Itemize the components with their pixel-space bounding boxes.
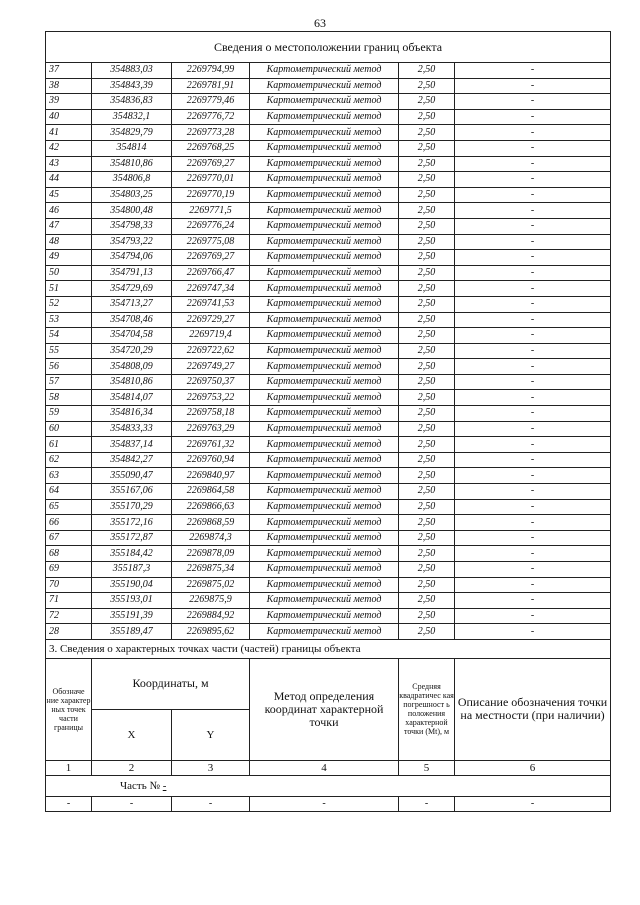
- accuracy-cell: 2,50: [399, 593, 455, 609]
- coord-y: 2269771,5: [172, 203, 250, 219]
- description-cell: -: [455, 593, 611, 609]
- accuracy-cell: 2,50: [399, 234, 455, 250]
- coord-y: 2269868,59: [172, 515, 250, 531]
- accuracy-cell: 2,50: [399, 328, 455, 344]
- method-cell: Картометрический метод: [250, 468, 399, 484]
- table-row: [46, 484, 611, 500]
- empty-cell: -: [172, 796, 250, 811]
- table-row: [46, 577, 611, 593]
- method-cell: Картометрический метод: [250, 546, 399, 562]
- table-row: [46, 203, 611, 219]
- coord-x: 354883,03: [92, 63, 172, 79]
- method-cell: Картометрический метод: [250, 78, 399, 94]
- method-cell: Картометрический метод: [250, 140, 399, 156]
- table-row: [46, 94, 611, 110]
- point-number: 56: [46, 359, 92, 375]
- point-number: 57: [46, 374, 92, 390]
- table-row: [46, 250, 611, 266]
- coord-y: 2269747,34: [172, 281, 250, 297]
- method-cell: Картометрический метод: [250, 593, 399, 609]
- description-cell: -: [455, 125, 611, 141]
- col-number: 5: [399, 760, 455, 775]
- point-number: 71: [46, 593, 92, 609]
- method-cell: Картометрический метод: [250, 421, 399, 437]
- point-number: 62: [46, 452, 92, 468]
- description-cell: -: [455, 359, 611, 375]
- description-cell: -: [455, 281, 611, 297]
- description-cell: -: [455, 109, 611, 125]
- accuracy-cell: 2,50: [399, 515, 455, 531]
- table-row: [46, 406, 611, 422]
- coord-x: 355187,3: [92, 562, 172, 578]
- coord-x: 354814: [92, 140, 172, 156]
- coord-x: 354729,69: [92, 281, 172, 297]
- method-cell: Картометрический метод: [250, 577, 399, 593]
- description-cell: -: [455, 515, 611, 531]
- page-number: 63: [314, 16, 326, 30]
- description-cell: -: [455, 63, 611, 79]
- coord-y: 2269779,46: [172, 94, 250, 110]
- description-cell: -: [455, 172, 611, 188]
- col-number: 4: [250, 760, 399, 775]
- description-cell: -: [455, 530, 611, 546]
- coord-y: 2269874,3: [172, 530, 250, 546]
- coord-y: 2269719,4: [172, 328, 250, 344]
- accuracy-cell: 2,50: [399, 156, 455, 172]
- description-cell: -: [455, 156, 611, 172]
- coord-x: 354833,33: [92, 421, 172, 437]
- accuracy-cell: 2,50: [399, 390, 455, 406]
- method-cell: Картометрический метод: [250, 343, 399, 359]
- coord-x: 354843,39: [92, 78, 172, 94]
- accuracy-cell: 2,50: [399, 499, 455, 515]
- empty-cell: -: [92, 796, 172, 811]
- point-number: 38: [46, 78, 92, 94]
- point-number: 28: [46, 624, 92, 640]
- method-cell: Картометрический метод: [250, 281, 399, 297]
- point-number: 40: [46, 109, 92, 125]
- method-cell: Картометрический метод: [250, 312, 399, 328]
- description-cell: -: [455, 562, 611, 578]
- coord-y: 2269781,91: [172, 78, 250, 94]
- description-cell: -: [455, 406, 611, 422]
- col-x-header: X: [92, 709, 172, 760]
- table-row: [46, 140, 611, 156]
- description-cell: -: [455, 265, 611, 281]
- method-cell: Картометрический метод: [250, 296, 399, 312]
- coord-y: 2269794,99: [172, 63, 250, 79]
- coord-y: 2269761,32: [172, 437, 250, 453]
- method-cell: Картометрический метод: [250, 328, 399, 344]
- description-cell: -: [455, 296, 611, 312]
- coord-y: 2269729,27: [172, 312, 250, 328]
- accuracy-cell: 2,50: [399, 218, 455, 234]
- col-y-header: Y: [172, 709, 250, 760]
- coord-x: 355193,01: [92, 593, 172, 609]
- coord-y: 2269773,28: [172, 125, 250, 141]
- accuracy-cell: 2,50: [399, 421, 455, 437]
- coord-y: 2269750,37: [172, 374, 250, 390]
- part-label: Часть №: [120, 779, 160, 792]
- coord-x: 354798,33: [92, 218, 172, 234]
- point-number: 47: [46, 218, 92, 234]
- accuracy-cell: 2,50: [399, 265, 455, 281]
- table-row: [46, 172, 611, 188]
- table-row: [46, 593, 611, 609]
- description-cell: -: [455, 187, 611, 203]
- description-cell: -: [455, 234, 611, 250]
- coord-x: 354720,29: [92, 343, 172, 359]
- points-table-body: [46, 63, 611, 640]
- boundary-table: [45, 31, 611, 640]
- empty-cell: -: [46, 796, 92, 811]
- coord-y: 2269878,09: [172, 546, 250, 562]
- coord-x: 354814,07: [92, 390, 172, 406]
- method-cell: Картометрический метод: [250, 94, 399, 110]
- table-row: [46, 499, 611, 515]
- col-number: 1: [46, 760, 92, 775]
- accuracy-cell: 2,50: [399, 452, 455, 468]
- empty-cell: -: [399, 796, 455, 811]
- col-method-header: Метод определения координат характерной точки: [250, 658, 399, 760]
- table-row: [46, 421, 611, 437]
- description-cell: -: [455, 250, 611, 266]
- table-row: [46, 296, 611, 312]
- table-row: [46, 281, 611, 297]
- method-cell: Картометрический метод: [250, 250, 399, 266]
- point-number: 67: [46, 530, 92, 546]
- coord-y: 2269741,53: [172, 296, 250, 312]
- accuracy-cell: 2,50: [399, 203, 455, 219]
- point-number: 69: [46, 562, 92, 578]
- accuracy-cell: 2,50: [399, 109, 455, 125]
- method-cell: Картометрический метод: [250, 608, 399, 624]
- description-cell: -: [455, 218, 611, 234]
- accuracy-cell: 2,50: [399, 624, 455, 640]
- coord-x: 355190,04: [92, 577, 172, 593]
- method-cell: Картометрический метод: [250, 359, 399, 375]
- accuracy-cell: 2,50: [399, 172, 455, 188]
- coord-x: 355172,87: [92, 530, 172, 546]
- coord-x: 354791,13: [92, 265, 172, 281]
- table-row: [46, 562, 611, 578]
- accuracy-cell: 2,50: [399, 125, 455, 141]
- method-cell: Картометрический метод: [250, 437, 399, 453]
- table-row: [46, 359, 611, 375]
- col-number: 6: [455, 760, 611, 775]
- method-cell: Картометрический метод: [250, 172, 399, 188]
- part-value: -: [162, 779, 167, 792]
- coord-x: 355167,06: [92, 484, 172, 500]
- point-number: 49: [46, 250, 92, 266]
- coord-x: 355191,39: [92, 608, 172, 624]
- coord-x: 354800,48: [92, 203, 172, 219]
- point-number: 54: [46, 328, 92, 344]
- description-cell: -: [455, 546, 611, 562]
- accuracy-cell: 2,50: [399, 343, 455, 359]
- accuracy-cell: 2,50: [399, 296, 455, 312]
- description-cell: -: [455, 343, 611, 359]
- coord-x: 354708,46: [92, 312, 172, 328]
- method-cell: Картометрический метод: [250, 406, 399, 422]
- coord-y: 2269864,58: [172, 484, 250, 500]
- coord-y: 2269776,24: [172, 218, 250, 234]
- description-cell: -: [455, 374, 611, 390]
- table-row: [46, 312, 611, 328]
- coord-y: 2269875,9: [172, 593, 250, 609]
- coord-y: 2269770,01: [172, 172, 250, 188]
- table-row: [46, 234, 611, 250]
- table-row: [46, 515, 611, 531]
- coord-y: 2269766,47: [172, 265, 250, 281]
- table-row: [46, 468, 611, 484]
- coord-x: 355170,29: [92, 499, 172, 515]
- coord-x: 354808,09: [92, 359, 172, 375]
- description-cell: -: [455, 328, 611, 344]
- description-cell: -: [455, 624, 611, 640]
- table-row: [46, 109, 611, 125]
- table-row: [46, 437, 611, 453]
- coord-y: 2269875,34: [172, 562, 250, 578]
- table-row: [46, 452, 611, 468]
- coord-y: 2269770,19: [172, 187, 250, 203]
- accuracy-cell: 2,50: [399, 468, 455, 484]
- method-cell: Картометрический метод: [250, 109, 399, 125]
- coord-x: 355184,42: [92, 546, 172, 562]
- point-number: 52: [46, 296, 92, 312]
- method-cell: Картометрический метод: [250, 562, 399, 578]
- coord-y: 2269722,62: [172, 343, 250, 359]
- col-designation-header: Обозначе ние характер ных точек части границы: [46, 658, 92, 760]
- description-cell: -: [455, 452, 611, 468]
- table-row: [46, 546, 611, 562]
- coord-y: 2269749,27: [172, 359, 250, 375]
- description-cell: -: [455, 94, 611, 110]
- table-row: [46, 530, 611, 546]
- coord-y: 2269769,27: [172, 250, 250, 266]
- coord-y: 2269875,02: [172, 577, 250, 593]
- description-cell: -: [455, 140, 611, 156]
- coord-y: 2269763,29: [172, 421, 250, 437]
- point-number: 70: [46, 577, 92, 593]
- description-cell: -: [455, 78, 611, 94]
- point-number: 68: [46, 546, 92, 562]
- coord-x: 354842,27: [92, 452, 172, 468]
- coord-y: 2269884,92: [172, 608, 250, 624]
- section3-title: 3. Сведения о характерных точках части (частей) границы объекта: [46, 640, 611, 659]
- coord-y: 2269775,08: [172, 234, 250, 250]
- empty-cell: -: [250, 796, 399, 811]
- method-cell: Картометрический метод: [250, 515, 399, 531]
- accuracy-cell: 2,50: [399, 374, 455, 390]
- point-number: 50: [46, 265, 92, 281]
- accuracy-cell: 2,50: [399, 437, 455, 453]
- point-number: 55: [46, 343, 92, 359]
- boundary-sheet: [45, 31, 610, 812]
- col-accuracy-header: Средняя квадратичес кая погрешност ь положения характерной точки (Мt), м: [399, 658, 455, 760]
- coord-x: 354803,25: [92, 187, 172, 203]
- coord-y: 2269768,25: [172, 140, 250, 156]
- coord-x: 354793,22: [92, 234, 172, 250]
- coord-x: 354829,79: [92, 125, 172, 141]
- coord-x: 354810,86: [92, 156, 172, 172]
- method-cell: Картометрический метод: [250, 499, 399, 515]
- section-title: Сведения о местоположении границ объекта: [46, 32, 611, 63]
- method-cell: Картометрический метод: [250, 374, 399, 390]
- coord-y: 2269760,94: [172, 452, 250, 468]
- description-cell: -: [455, 390, 611, 406]
- part-row: [46, 775, 611, 796]
- coord-x: 354806,8: [92, 172, 172, 188]
- point-number: 42: [46, 140, 92, 156]
- method-cell: Картометрический метод: [250, 390, 399, 406]
- point-number: 66: [46, 515, 92, 531]
- description-cell: -: [455, 608, 611, 624]
- description-cell: -: [455, 468, 611, 484]
- table-row: [46, 218, 611, 234]
- point-number: 60: [46, 421, 92, 437]
- description-cell: -: [455, 484, 611, 500]
- accuracy-cell: 2,50: [399, 63, 455, 79]
- method-cell: Картометрический метод: [250, 125, 399, 141]
- point-number: 45: [46, 187, 92, 203]
- coord-y: 2269758,18: [172, 406, 250, 422]
- table-row: [46, 78, 611, 94]
- table-row: [46, 265, 611, 281]
- point-number: 72: [46, 608, 92, 624]
- accuracy-cell: 2,50: [399, 187, 455, 203]
- accuracy-cell: 2,50: [399, 281, 455, 297]
- col-number: 2: [92, 760, 172, 775]
- table-row: [46, 374, 611, 390]
- point-number: 65: [46, 499, 92, 515]
- table-row: [46, 156, 611, 172]
- point-number: 48: [46, 234, 92, 250]
- coord-y: 2269866,63: [172, 499, 250, 515]
- col-coords-header: Координаты, м: [92, 658, 250, 709]
- coord-x: 354836,83: [92, 94, 172, 110]
- coord-x: 354713,27: [92, 296, 172, 312]
- coord-x: 355090,47: [92, 468, 172, 484]
- method-cell: Картометрический метод: [250, 624, 399, 640]
- accuracy-cell: 2,50: [399, 94, 455, 110]
- accuracy-cell: 2,50: [399, 546, 455, 562]
- table-row: [46, 63, 611, 79]
- table-row: [46, 624, 611, 640]
- empty-cell: -: [455, 796, 611, 811]
- coord-y: 2269840,97: [172, 468, 250, 484]
- point-number: 59: [46, 406, 92, 422]
- method-cell: Картометрический метод: [250, 484, 399, 500]
- coord-x: 355172,16: [92, 515, 172, 531]
- accuracy-cell: 2,50: [399, 608, 455, 624]
- point-number: 53: [46, 312, 92, 328]
- accuracy-cell: 2,50: [399, 484, 455, 500]
- point-number: 41: [46, 125, 92, 141]
- description-cell: -: [455, 437, 611, 453]
- method-cell: Картометрический метод: [250, 203, 399, 219]
- point-number: 63: [46, 468, 92, 484]
- coord-y: 2269769,27: [172, 156, 250, 172]
- accuracy-cell: 2,50: [399, 577, 455, 593]
- coord-y: 2269895,62: [172, 624, 250, 640]
- col-description-header: Описание обозначения точки на местности (при наличии): [455, 658, 611, 760]
- table-row: [46, 608, 611, 624]
- coord-x: 354837,14: [92, 437, 172, 453]
- accuracy-cell: 2,50: [399, 562, 455, 578]
- point-number: 46: [46, 203, 92, 219]
- description-cell: -: [455, 577, 611, 593]
- table-row: [46, 187, 611, 203]
- method-cell: Картометрический метод: [250, 156, 399, 172]
- method-cell: Картометрический метод: [250, 218, 399, 234]
- coord-y: 2269776,72: [172, 109, 250, 125]
- point-number: 51: [46, 281, 92, 297]
- coord-y: 2269753,22: [172, 390, 250, 406]
- coord-x: 354794,06: [92, 250, 172, 266]
- description-cell: -: [455, 499, 611, 515]
- description-cell: -: [455, 421, 611, 437]
- coord-x: 354832,1: [92, 109, 172, 125]
- table-row: [46, 343, 611, 359]
- method-cell: Картометрический метод: [250, 187, 399, 203]
- point-number: 61: [46, 437, 92, 453]
- method-cell: Картометрический метод: [250, 452, 399, 468]
- accuracy-cell: 2,50: [399, 78, 455, 94]
- col-number: 3: [172, 760, 250, 775]
- point-number: 37: [46, 63, 92, 79]
- description-cell: -: [455, 203, 611, 219]
- point-number: 44: [46, 172, 92, 188]
- coord-x: 354816,34: [92, 406, 172, 422]
- table-row: [46, 328, 611, 344]
- accuracy-cell: 2,50: [399, 530, 455, 546]
- accuracy-cell: 2,50: [399, 312, 455, 328]
- coord-x: 354810,86: [92, 374, 172, 390]
- method-cell: Картометрический метод: [250, 265, 399, 281]
- accuracy-cell: 2,50: [399, 250, 455, 266]
- method-cell: Картометрический метод: [250, 63, 399, 79]
- table-row: [46, 390, 611, 406]
- coord-x: 355189,47: [92, 624, 172, 640]
- point-number: 58: [46, 390, 92, 406]
- description-cell: -: [455, 312, 611, 328]
- section3-table: [45, 640, 611, 812]
- accuracy-cell: 2,50: [399, 140, 455, 156]
- table-row: [46, 125, 611, 141]
- coord-x: 354704,58: [92, 328, 172, 344]
- point-number: 39: [46, 94, 92, 110]
- accuracy-cell: 2,50: [399, 359, 455, 375]
- accuracy-cell: 2,50: [399, 406, 455, 422]
- method-cell: Картометрический метод: [250, 530, 399, 546]
- method-cell: Картометрический метод: [250, 234, 399, 250]
- point-number: 43: [46, 156, 92, 172]
- point-number: 64: [46, 484, 92, 500]
